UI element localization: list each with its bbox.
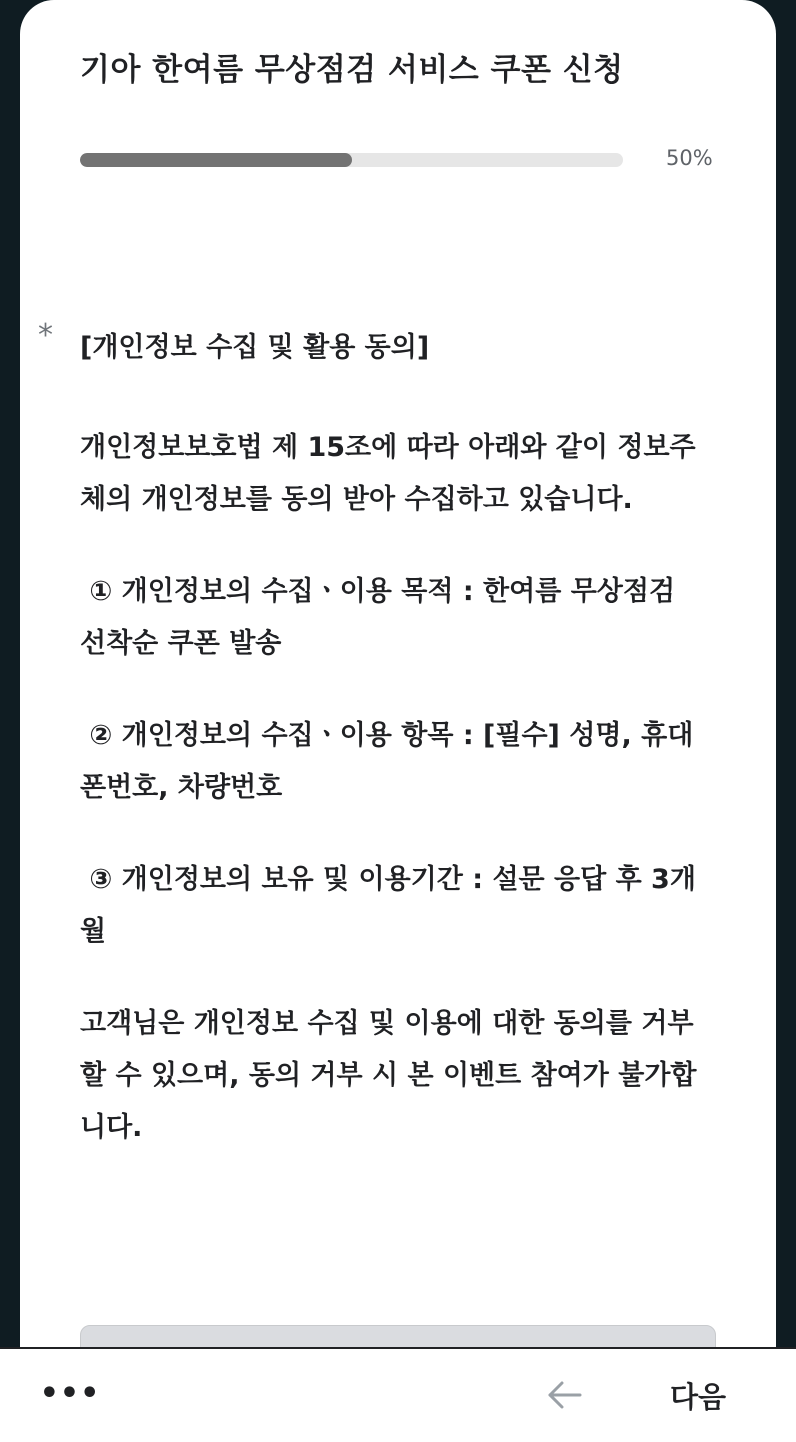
form-title: 기아 한여름 무상점검 서비스 쿠폰 신청 [80, 52, 624, 88]
bottom-navigation-bar [0, 1347, 796, 1442]
more-horizontal-icon: ••• [39, 1375, 101, 1411]
required-marker: * [38, 318, 53, 353]
question-paragraph-purpose: ① 개인정보의 수집ㆍ이용 목적 : 한여름 무상점검 선착순 쿠폰 발송 [80, 576, 685, 659]
question-paragraph-refusal: 고객님은 개인정보 수집 및 이용에 대한 동의를 거부할 수 있으며, 동의 거부 시 본 이벤트 참여가 불가합니다. [80, 1008, 697, 1143]
progress-bar [80, 153, 623, 167]
question-paragraph-intro: 개인정보보호법 제 15조에 따라 아래와 같이 정보주체의 개인정보를 동의 받아 수집하고 있습니다. [80, 432, 696, 515]
question-paragraph-retention: ③ 개인정보의 보유 및 이용기간 : 설문 응답 후 3개월 [80, 864, 696, 947]
question-paragraph-items: ② 개인정보의 수집ㆍ이용 항목 : [필수] 성명, 휴대폰번호, 차량번호 [80, 720, 694, 803]
question-text [80, 326, 710, 1194]
progress-label: 50% [666, 146, 713, 170]
question-heading: [개인정보 수집 및 활용 동의] [80, 332, 430, 363]
progress-bar-fill [80, 153, 352, 167]
form-card [20, 0, 776, 1440]
arrow-left-icon [544, 1375, 584, 1415]
back-button[interactable] [540, 1371, 588, 1419]
more-options-button[interactable] [39, 1371, 101, 1415]
next-button[interactable]: 다음 [669, 1379, 727, 1414]
